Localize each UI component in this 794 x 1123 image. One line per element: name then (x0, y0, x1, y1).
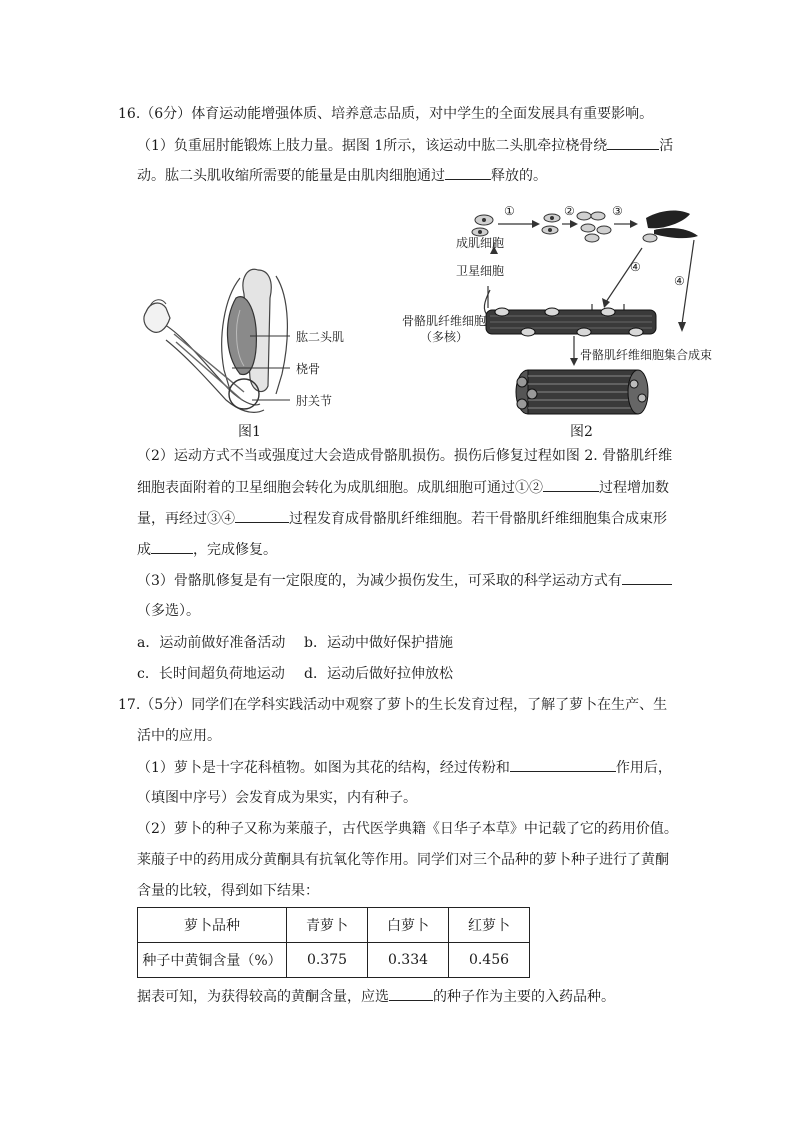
q17-stem: 同学们在学科实践活动中观察了萝卜的生长发育过程，了解了萝卜在生产、生 (191, 697, 668, 713)
table-cell: 0.375 (287, 943, 368, 978)
q16-part1-line2 (137, 165, 547, 186)
q16-part1-text-c: 动。肱二头肌收缩所需要的能量是由肌肉细胞通过 (137, 168, 445, 184)
q16-stem: 体育运动能增强体质、培养意志品质，对中学生的全面发展具有重要影响。 (191, 106, 654, 122)
q17-part2-line1: （2）萝卜的种子又称为莱菔子，古代医学典籍《日华子本草》中记载了它的药用价值。 (137, 821, 678, 837)
q16-part1-text-d: 释放的。 (491, 168, 547, 184)
q17-stem-line2: 活中的应用。 (137, 728, 221, 744)
q16-part2-line2 (137, 477, 669, 498)
label-satellite-cell: 卫星细胞 (456, 264, 505, 278)
q16-part2-text-b: 过程增加数 (599, 480, 669, 496)
figure-1-caption: 图1 (238, 424, 261, 440)
q16-part3-line2: （多选）。 (137, 603, 200, 619)
q16-part1-text-b: 活 (659, 138, 674, 154)
table-row (138, 943, 530, 978)
step-3: ③ (612, 204, 623, 218)
label-elbow-joint: 肘关节 (296, 394, 333, 408)
q16-heading (118, 104, 653, 124)
q17-conclusion (137, 986, 615, 1007)
label-bundle: 骨骼肌纤维细胞集合成束 (580, 348, 713, 362)
table-header-cell: 红萝卜 (449, 908, 530, 943)
answer-blank-q16-6[interactable] (622, 570, 672, 585)
q17-part1-line1 (137, 757, 672, 778)
table-header-cell: 白萝卜 (368, 908, 449, 943)
answer-blank-q17-1[interactable] (510, 757, 616, 772)
fiber-bundle-graphic (516, 370, 648, 414)
q16-part2-text-e: 成 (137, 542, 151, 558)
label-myoblast: 成肌细胞 (456, 236, 505, 250)
step-1: ① (504, 204, 515, 218)
q16-part2-line1: （2）运动方式不当或强度过大会造成骨骼肌损伤。损伤后修复过程如图 2. 骨骼肌纤维 (137, 448, 673, 464)
flavonoid-table (137, 907, 530, 978)
figure-2-caption: 图2 (570, 424, 593, 440)
q17-part1-text-b: 作用后， (615, 760, 672, 776)
label-biceps: 肱二头肌 (296, 330, 345, 344)
q16-part3-line1 (137, 570, 672, 591)
q17-part2-line3: 含量的比较，得到如下结果： (137, 883, 319, 899)
q17-points: （5分） (140, 697, 192, 713)
q16-number: 16. (118, 106, 141, 122)
table-cell: 0.334 (368, 943, 449, 978)
answer-blank-q16-1[interactable] (607, 135, 659, 150)
q17-part1-text-a: （1）萝卜是十字花科植物。如图为其花的结构，经过传粉和 (137, 760, 510, 776)
table-row-label: 种子中黄铜含量（%） (138, 943, 287, 978)
q16-part3-text: （3）骨骼肌修复是有一定限度的，为减少损伤发生，可采取的科学运动方式有 (137, 573, 622, 589)
table-header-row (138, 908, 530, 943)
label-fiber-cell: 骨骼肌纤维细胞 (402, 314, 487, 328)
q16-part2-line3 (137, 508, 667, 529)
answer-blank-q17-2[interactable] (389, 986, 433, 1001)
q16-points: （6分） (140, 106, 192, 122)
step-2: ② (564, 204, 575, 218)
q16-part2-line4 (137, 539, 277, 560)
q17-number: 17. (118, 697, 141, 713)
answer-blank-q16-3[interactable] (543, 477, 599, 492)
q16-part2-text-a: 细胞表面附着的卫星细胞会转化为成肌细胞。成肌细胞可通过①② (137, 480, 543, 496)
option-c[interactable]: c．长时间超负荷地运动 (137, 666, 285, 682)
q17-conclusion-text-a: 据表可知，为获得较高的黄酮含量，应选 (137, 989, 389, 1005)
table-header-cell: 青萝卜 (287, 908, 368, 943)
q17-part1-line2: （填图中序号）会发育成为果实，内有种子。 (137, 790, 417, 806)
step-4b: ④ (674, 274, 685, 288)
table-cell: 0.456 (449, 943, 530, 978)
answer-blank-q16-2[interactable] (445, 165, 491, 180)
answer-blank-q16-5[interactable] (151, 539, 193, 554)
figure-2-repair (398, 204, 728, 422)
q16-part2-text-c: 量，再经过③④ (137, 511, 235, 527)
q16-part1-text-a: （1）负重屈肘能锻炼上肢力量。据图 1所示，该运动中肱二头肌牵拉桡骨绕 (137, 138, 608, 154)
q17-conclusion-text-b: 的种子作为主要的入药品种。 (433, 989, 615, 1005)
label-radius: 桡骨 (296, 362, 321, 376)
option-d[interactable]: d．运动后做好拉伸放松 (304, 666, 453, 682)
q16-part2-text-f: ，完成修复。 (193, 542, 277, 558)
step-4a: ④ (630, 260, 641, 274)
option-a[interactable]: a．运动前做好准备活动 (137, 635, 286, 651)
option-b[interactable]: b．运动中做好保护措施 (304, 635, 453, 651)
q17-heading (118, 695, 667, 715)
figure-1-arm (140, 258, 380, 448)
table-header-cell: 萝卜品种 (138, 908, 287, 943)
answer-blank-q16-4[interactable] (235, 508, 289, 523)
q16-part2-text-d: 过程发育成骨骼肌纤维细胞。若干骨骼肌纤维细胞集合成束形 (289, 511, 667, 527)
q17-part2-line2: 莱菔子中的药用成分黄酮具有抗氧化等作用。同学们对三个品种的萝卜种子进行了黄酮 (137, 852, 669, 868)
label-multinucleate: （多核） (420, 330, 469, 344)
q16-part1-line1 (137, 135, 673, 156)
arm-illustration (140, 258, 380, 448)
